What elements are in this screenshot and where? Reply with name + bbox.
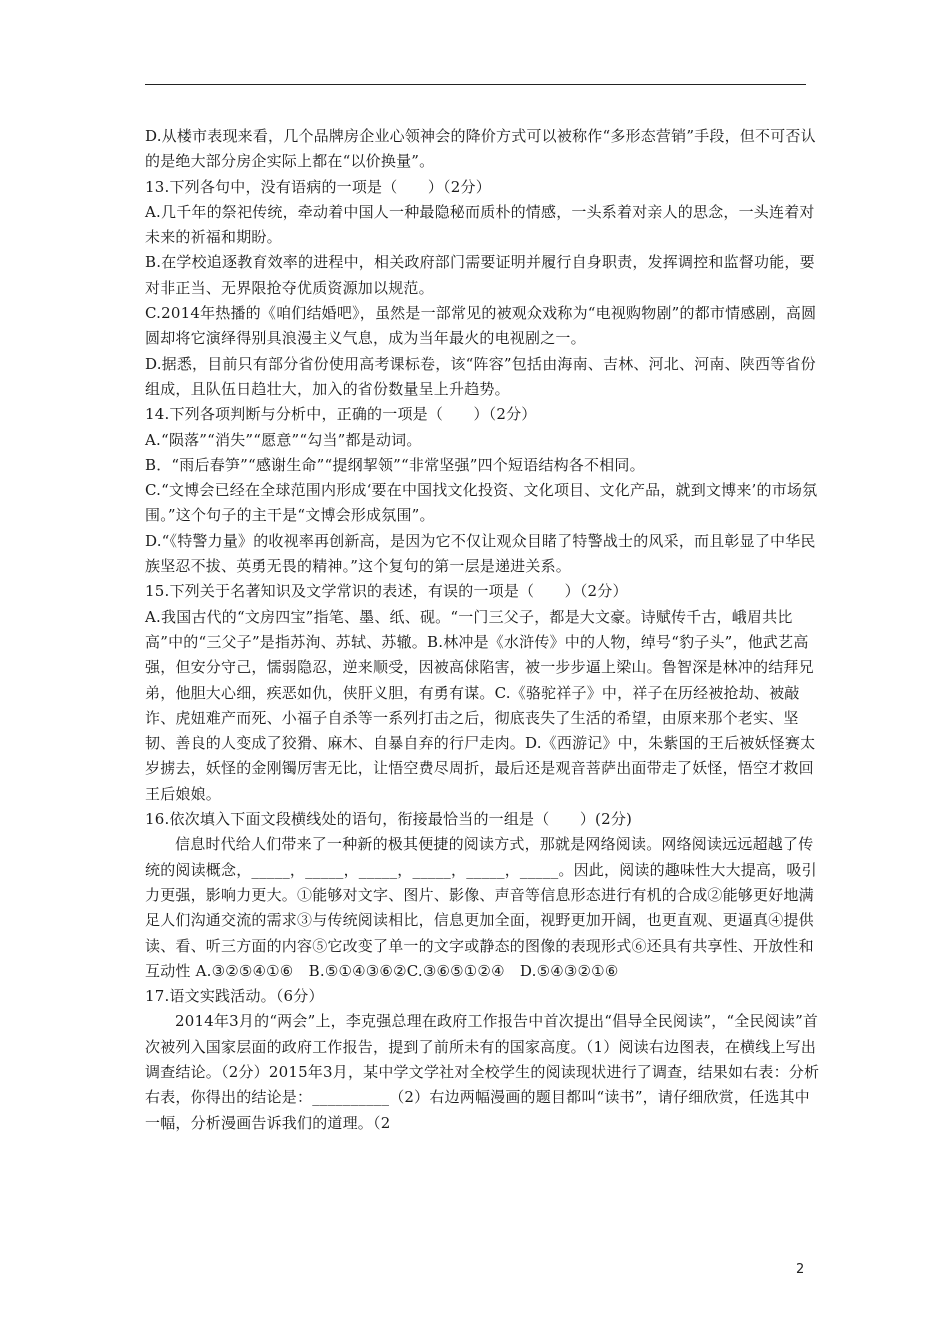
header-rule bbox=[145, 84, 806, 85]
document-body bbox=[145, 124, 820, 1136]
option-c-q13: C.2014年热播的《咱们结婚吧》，虽然是一部常见的被观众戏称为“电视购物剧”的都市情感剧，高圆圆却将它演绎得别具浪漫主义气息，成为当年最火的电视剧之一。 bbox=[145, 304, 817, 348]
option-a-q13: A.几千年的祭祀传统，牵动着中国人一种最隐秘而质朴的情感，一头系着对亲人的思念，一头连着对未来的祈福和期盼。 bbox=[145, 202, 815, 247]
option-d-q14: D.“《特警力量》的收视率再创新高，是因为它不仅让观众目睹了特警战士的风采，而且彰显了中华民族坚忍不拔、英勇无畏的精神。”这个复句的第一层是递进关系。 bbox=[145, 531, 816, 576]
question-13: 13.下列各句中，没有语病的一项是（ ）（2分） bbox=[145, 177, 491, 196]
option-b-q13: B.在学校追逐教育效率的进程中，相关政府部门需要证明并履行自身职责，发挥调控和监督功能，要对非正当、无界限抢夺优质资源加以规范。 bbox=[145, 253, 815, 297]
question-17: 17.语文实践活动。（6分） bbox=[145, 987, 324, 1006]
option-b-q14: B．“雨后春笋”“感谢生命”“提纲挈领”“非常坚强”四个短语结构各不相同。 bbox=[145, 455, 645, 474]
page-number: 2 bbox=[796, 1262, 805, 1277]
option-d-q12: D.从楼市表现来看，几个品牌房企业心领神会的降价方式可以被称作“多形态营销”手段，但不可否认的是绝大部分房企实际上都在“以价换量”。 bbox=[145, 127, 816, 171]
option-d-q13: D.据悉，目前只有部分省份使用高考课标卷，该“阵容”包括由海南、吉林、河北、河南、陕西等省份组成，且队伍日趋壮大，加入的省份数量呈上升趋势。 bbox=[145, 354, 816, 398]
question-15: 15.下列关于名著知识及文学常识的表述，有误的一项是（ ）（2分） bbox=[145, 582, 628, 601]
option-c-q14: C.“文博会已经在全球范围内形成‘要在中国找文化投资、文化项目、文化产品，就到文博来’的市场氛围。”这个句子的主干是“文博会形成氛围”。 bbox=[145, 481, 818, 525]
question-16: 16.依次填入下面文段横线处的语句，衔接最恰当的一组是（ ）(2分) bbox=[145, 810, 633, 829]
option-a-q14: A.“陨落”“消失”“愿意”“勾当”都是动词。 bbox=[145, 430, 422, 449]
question-14: 14.下列各项判断与分析中，正确的一项是（ ）（2分） bbox=[145, 405, 537, 424]
passage-q16: 信息时代给人们带来了一种新的极其便捷的阅读方式，那就是网络阅读。网络阅读远远超越了传统的阅读概念，_____，_____，_____，_____，_____，_____。因此，阅读的趣味性大大提高，吸引力更强，影响力更大。①能够对文字、图片、影像、声音等信息形态进行有机的合成②能够更好地满足人们沟通交流的需求③与传统阅读相比，信息更加全面，视野更加开阔，也更直观、更逼真④提供读、看、听三方面的内容⑤它改变了单一的文字或静态的图像的表现形式⑥还具有共享性、开放性和互动性 A.③②⑤④①⑥ B.⑤①④③⑥②C.③⑥⑤①②④ D.⑤④③②①⑥ bbox=[145, 835, 817, 980]
passage-q17: 2014年3月的“两会”上，李克强总理在政府工作报告中首次提出“倡导全民阅读”，“全民阅读”首次被列入国家层面的政府工作报告，提到了前所未有的国家高度。（1）阅读右边图表，在横线上写出调查结论。（2分）2015年3月，某中学文学社对全校学生的阅读现状进行了调查，结果如右表：分析右表，你得出的结论是：__________（2）右边两幅漫画的题目都叫“读书”，请仔细欣赏，任选其中一幅，分析漫画告诉我们的道理。（2 bbox=[145, 1012, 820, 1132]
options-q15: A.我国古代的“文房四宝”指笔、墨、纸、砚。“一门三父子，都是大文豪。诗赋传千古，峨眉共比高”中的“三父子”是指苏洵、苏轼、苏辙。B.林冲是《水浒传》中的人物，绰号“豹子头”，他武艺高强，但安分守己，懦弱隐忍，逆来顺受，因被高俅陷害，被一步步逼上梁山。鲁智深是林冲的结拜兄弟，他胆大心细，疾恶如仇，侠肝义胆，有勇有谋。C.《骆驼祥子》中，祥子在历经被抢劫、被敲诈、虎妞难产而死、小福子自杀等一系列打击之后，彻底丧失了生活的希望，由原来那个老实、坚韧、善良的人变成了狡猾、麻木、自暴自弃的行尸走肉。D.《西游记》中，朱紫国的王后被妖怪赛太岁掳去，妖怪的金刚镯厉害无比，让悟空费尽周折，最后还是观音菩萨出面带走了妖怪，悟空才救回王后娘娘。 bbox=[145, 607, 816, 803]
